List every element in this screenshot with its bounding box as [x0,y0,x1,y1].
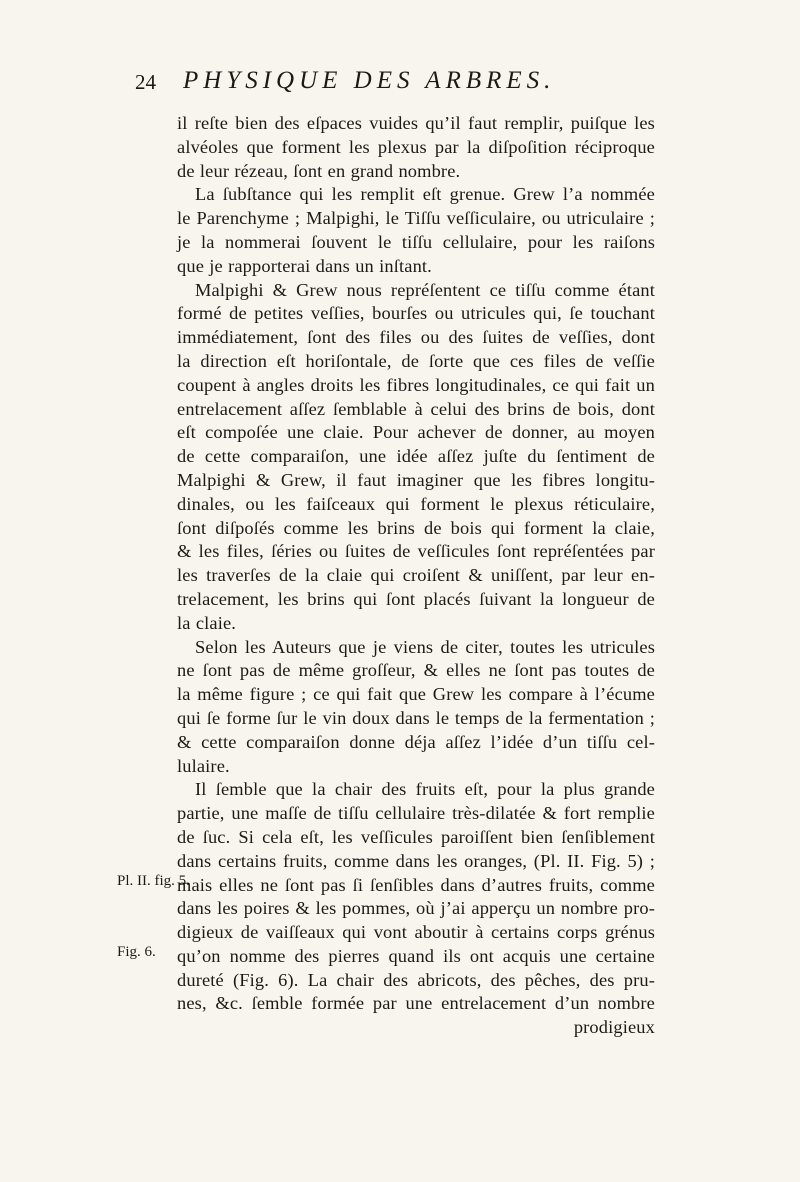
text-line: le Parenchyme ; Malpighi, le Tiſſu veſſiculaire, ou utriculaire ; [177,208,655,229]
text-line: nes, &c. ſemble formée par une entrelacement d’un nombre [177,993,655,1014]
figure-reference-note: Fig. 6. [117,944,156,960]
text-line: dureté (Fig. 6). La chair des abricots, des pêches, des pru- [177,969,655,990]
text-line: formé de petites veſſies, bourſes ou utricules qui, ſe touchant [177,303,655,324]
text-line: Il ſemble que la chair des fruits eſt, pour la plus grande [195,779,655,800]
text-line: la même figure ; ce qui fait que Grew les compare à l’écume [177,684,655,705]
text-line: les traverſes de la claie qui croiſent & uniſſent, par leur en- [177,565,655,586]
text-line: immédiatement, ſont des files ou des ſuites de veſſies, dont [177,327,655,348]
text-line: de cette comparaiſon, une idée aſſez juſte du ſentiment de [177,446,655,467]
body-text [177,112,655,1040]
text-line: je la nommerai ſouvent le tiſſu cellulaire, pour les raiſons [177,231,655,252]
text-line: Malpighi & Grew, il faut imaginer que les fibres longitu- [177,469,655,490]
text-line: & cette comparaiſon donne déja aſſez l’idée d’un tiſſu cel- [177,731,655,752]
text-line: Malpighi & Grew nous repréſentent ce tiſſu comme étant [195,279,655,300]
text-line: la claie. [177,612,237,633]
page-number: 24 [135,70,156,94]
text-line: partie, une maſſe de tiſſu cellulaire très-dilatée & fort remplie [177,803,655,824]
text-line: coupent à angles droits les fibres longitudinales, ce qui fait un [177,374,655,395]
text-line: ſont diſpoſés comme les brins de bois qui forment la claie, [177,517,655,538]
text-line: Selon les Auteurs que je viens de citer, toutes les utricules [195,636,655,657]
text-line: de leur rézeau, ſont en grand nombre. [177,160,461,181]
text-line: que je rapporterai dans un inſtant. [177,255,432,276]
text-line: digieux de vaiſſeaux qui vont aboutir à certains corps grénus [177,922,655,943]
text-line: ne ſont pas de même groſſeur, & elles ne ſont pas toutes de [177,660,655,681]
text-line: dans certains fruits, comme dans les oranges, (Pl. II. Fig. 5) ; [177,850,655,871]
text-line: prodigieux [573,1017,655,1038]
running-head-title: PHYSIQUE DES ARBRES. [183,67,556,94]
text-line: eſt compoſée une claie. Pour achever de donner, au moyen [177,422,655,443]
text-line: trelacement, les brins qui ſont placés ſuivant la longueur de [177,588,655,609]
text-line: lulaire. [177,755,230,776]
text-line: qu’on nomme des pierres quand ils ont acquis une certaine [177,945,655,966]
text-line: mais elles ne ſont pas ſi ſenſibles dans d’autres fruits, comme [177,874,655,895]
text-line: & les files, ſéries ou ſuites de veſſicules ſont repréſentées par [177,541,655,562]
plate-reference-note: Pl. II. fig. 5. [117,873,190,889]
text-line: entrelacement aſſez ſemblable à celui des brins de bois, dont [177,398,655,419]
text-line: de ſuc. Si cela eſt, les veſſicules paroiſſent bien ſenſiblement [177,826,655,847]
text-line: La ſubſtance qui les remplit eſt grenue. Grew l’a nommée [195,184,655,205]
text-line: dans les poires & les pommes, où j’ai apperçu un nombre pro- [177,898,655,919]
text-line: dinales, ou les faiſceaux qui forment le plexus réticulaire, [177,493,655,514]
text-line: la direction eſt horiſontale, de ſorte que ces files de veſſie [177,350,655,371]
page-header [135,68,685,106]
text-line: il reſte bien des eſpaces vuides qu’il faut remplir, puiſque les [177,113,655,133]
text-line: qui ſe forme ſur le vin doux dans le temps de la fermentation ; [177,707,655,728]
text-line: alvéoles que forment les plexus par la diſpoſition réciproque [177,136,655,157]
